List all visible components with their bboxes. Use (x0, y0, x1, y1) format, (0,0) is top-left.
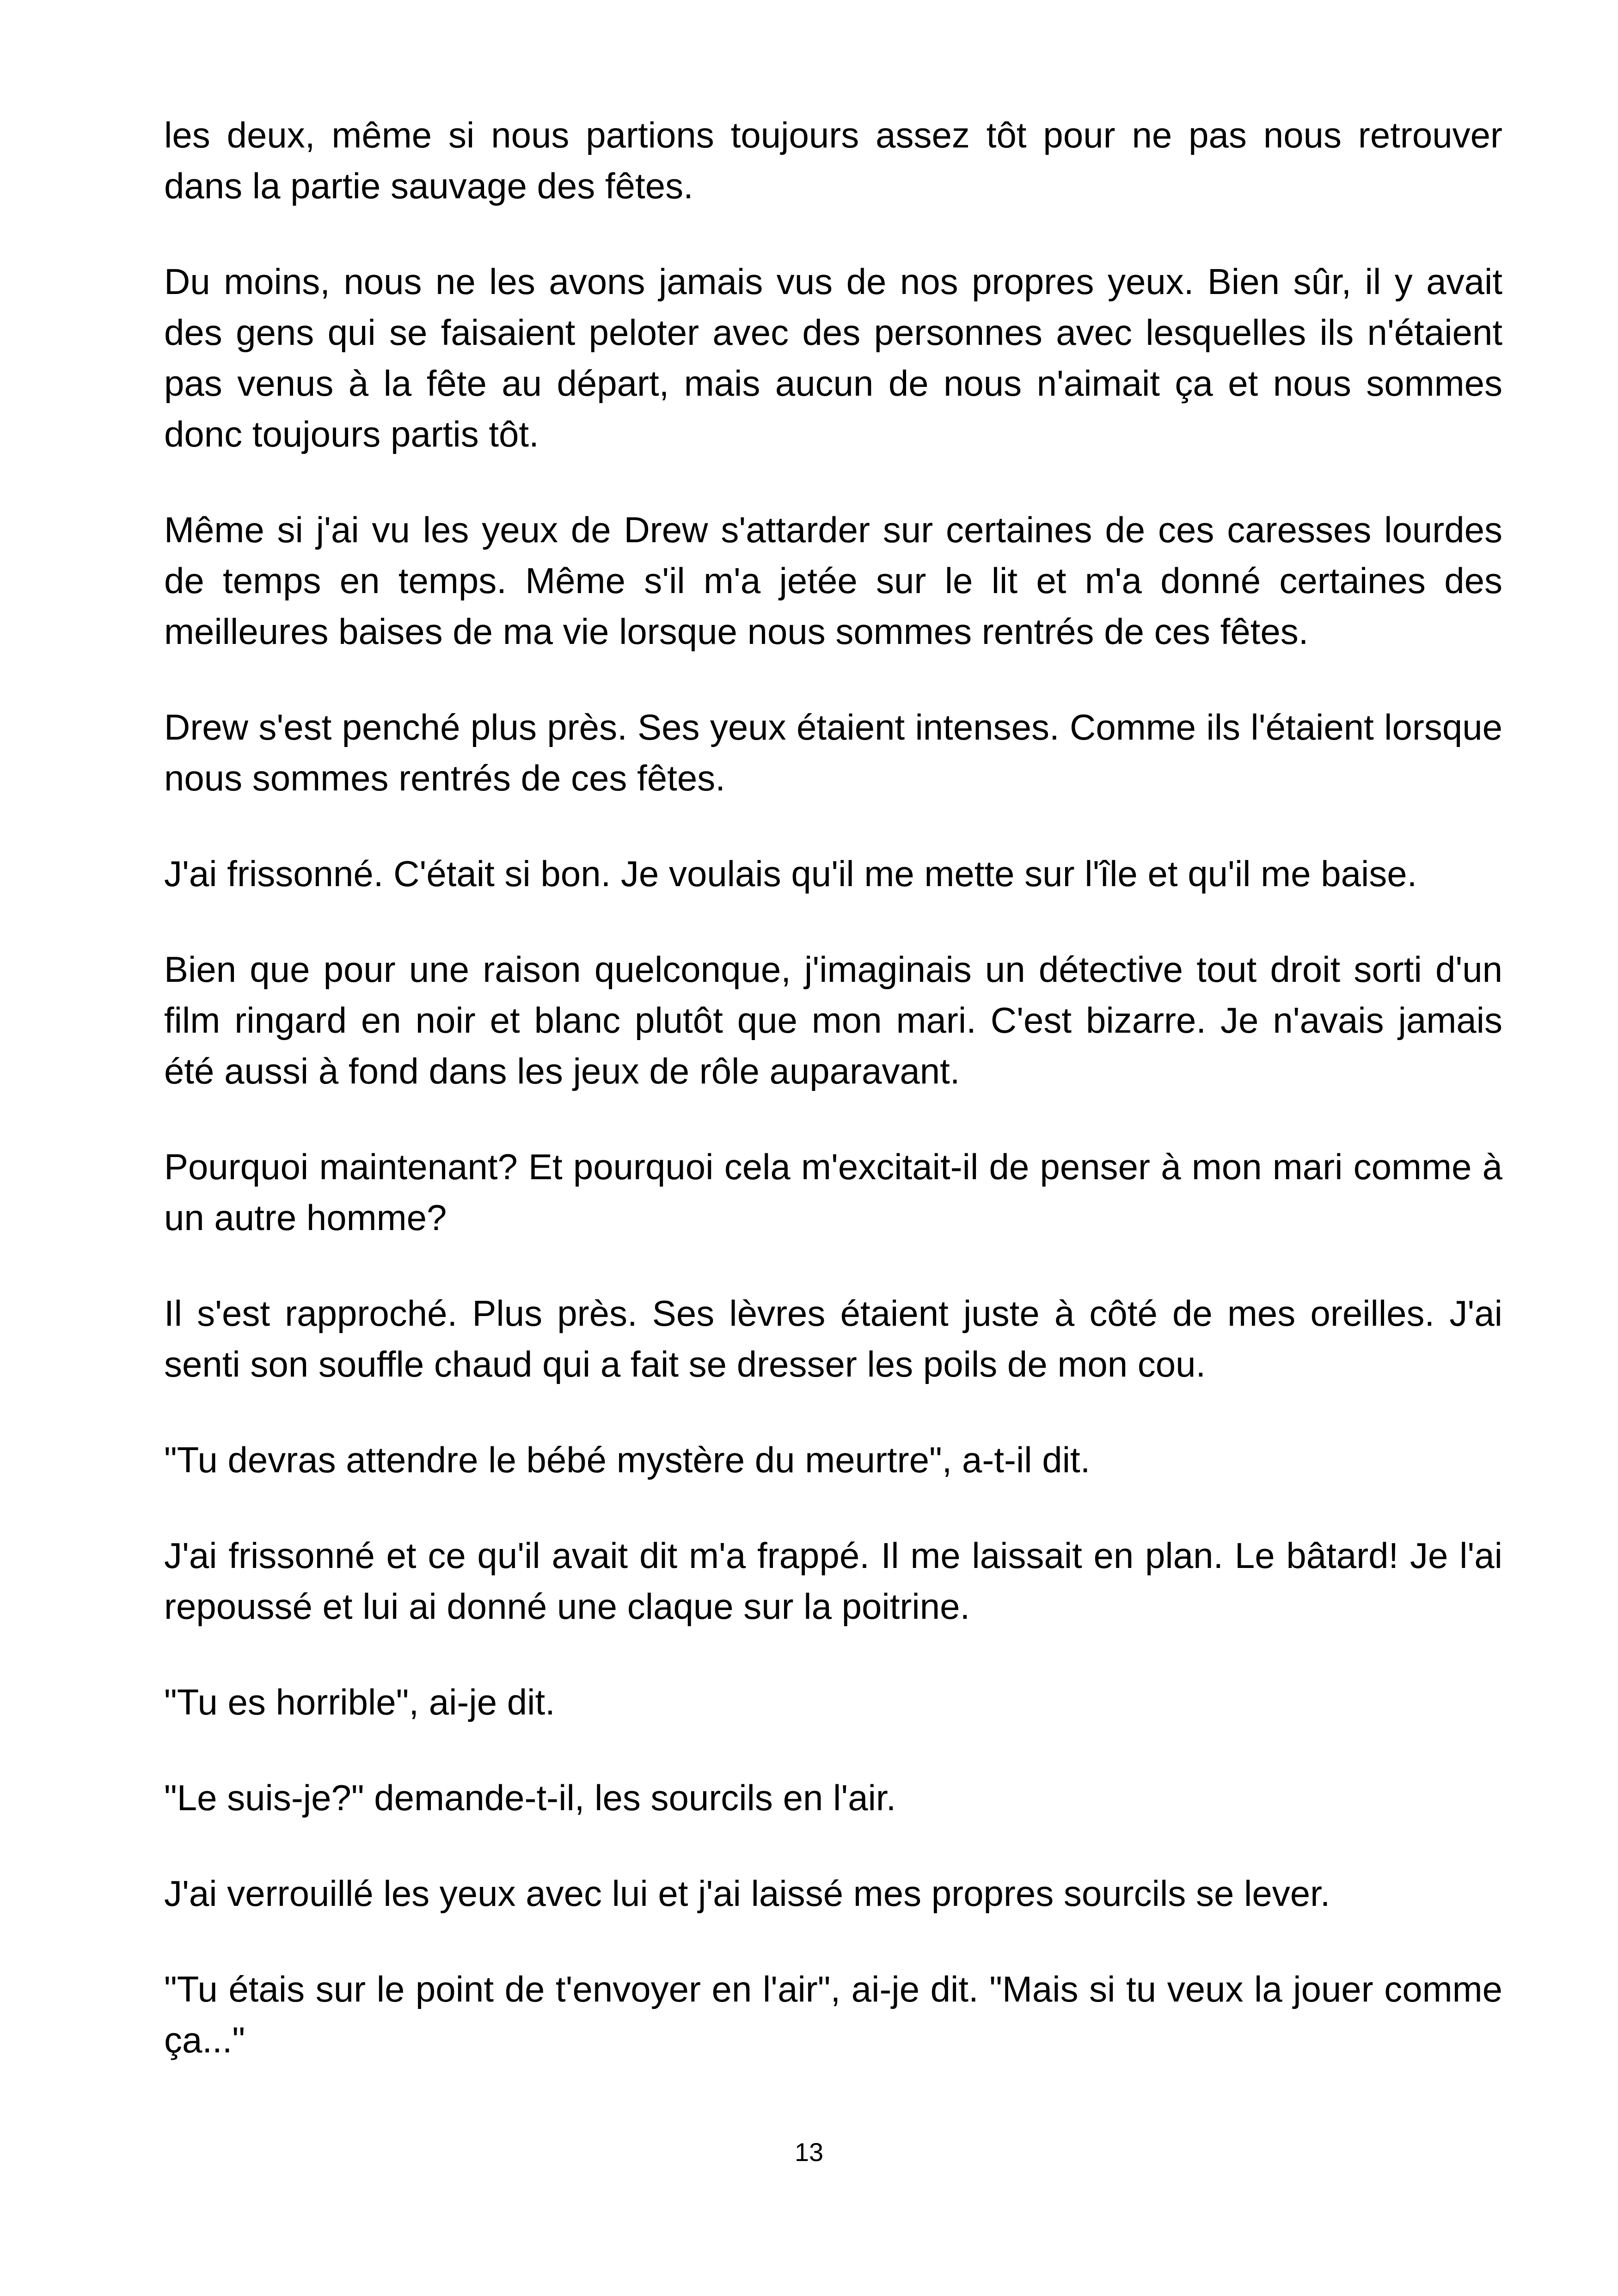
document-body (164, 110, 1502, 2110)
paragraph: "Tu étais sur le point de t'envoyer en l'air", ai-je dit. "Mais si tu veux la jouer comme ça..." (164, 1969, 1502, 2060)
paragraph: "Le suis-je?" demande-t-il, les sourcils en l'air. (164, 1777, 896, 1818)
paragraph: J'ai frissonné et ce qu'il avait dit m'a frappé. Il me laissait en plan. Le bâtard! Je l'ai repoussé et lui ai donné une claque sur la poitrine. (164, 1535, 1502, 1627)
paragraph: Bien que pour une raison quelconque, j'imaginais un détective tout droit sorti d'un film ringard en noir et blanc plutôt que mon mari. C'est bizarre. Je n'avais jamais été aussi à fond dans les jeux de rôle auparavant. (164, 949, 1502, 1091)
paragraph: Il s'est rapproché. Plus près. Ses lèvres étaient juste à côté de mes oreilles. J'ai senti son souffle chaud qui a fait se dresser les poils de mon cou. (164, 1293, 1502, 1384)
paragraph: J'ai verrouillé les yeux avec lui et j'ai laissé mes propres sourcils se lever. (164, 1873, 1330, 1914)
paragraph: Drew s'est penché plus près. Ses yeux étaient intenses. Comme ils l'étaient lorsque nous sommes rentrés de ces fêtes. (164, 707, 1502, 798)
paragraph: les deux, même si nous partions toujours assez tôt pour ne pas nous retrouver dans la partie sauvage des fêtes. (164, 115, 1502, 206)
paragraph: "Tu es horrible", ai-je dit. (164, 1682, 555, 1722)
page-number: 13 (794, 2137, 824, 2167)
paragraph: J'ai frissonné. C'était si bon. Je voulais qu'il me mette sur l'île et qu'il me baise. (164, 853, 1417, 894)
paragraph: "Tu devras attendre le bébé mystère du meurtre", a-t-il dit. (164, 1439, 1091, 1480)
paragraph: Du moins, nous ne les avons jamais vus de nos propres yeux. Bien sûr, il y avait des gens qui se faisaient peloter avec des personnes avec lesquelles ils n'étaient pas venus à la fête au départ, mais aucun de nous n'aimait ça et nous sommes donc toujours partis tôt. (164, 261, 1502, 454)
paragraph: Pourquoi maintenant? Et pourquoi cela m'excitait-il de penser à mon mari comme à un autre homme? (164, 1146, 1502, 1238)
paragraph: Même si j'ai vu les yeux de Drew s'attarder sur certaines de ces caresses lourdes de temps en temps. Même s'il m'a jetée sur le lit et m'a donné certaines des meilleures baises de ma vie lorsque nous sommes rentrés de ces fêtes. (164, 509, 1502, 652)
